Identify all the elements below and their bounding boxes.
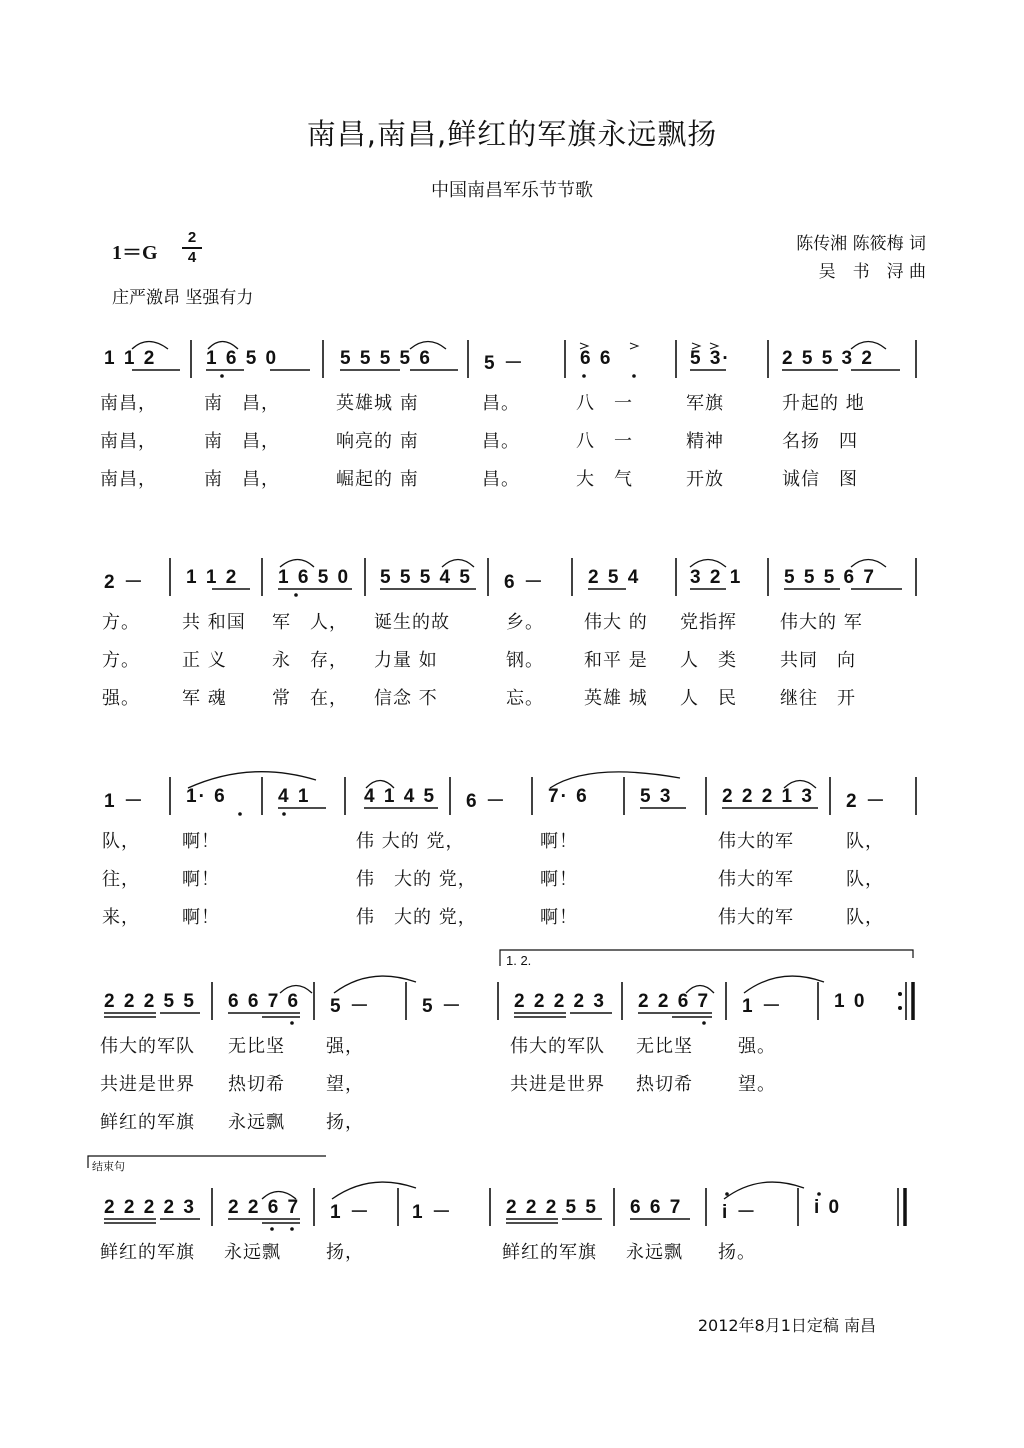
lyric: 人 类 [680, 650, 737, 671]
lyric: 南昌， [100, 431, 157, 452]
lyric: 无比坚 [228, 1036, 285, 1057]
lyric: 党指挥 [680, 612, 737, 633]
lyric: 热切希 [228, 1074, 285, 1095]
lyric: 望。 [738, 1074, 776, 1095]
measure: 5 5 5 6 7 [784, 567, 876, 588]
lyric: 忘。 [506, 688, 544, 709]
measure: 1 － [104, 791, 145, 812]
measure: 2 5 4 [588, 567, 641, 588]
measure: 1· 6 [186, 786, 227, 807]
measure: 2 2 2 2 3 [514, 991, 606, 1012]
lyric: 啊！ [182, 869, 220, 890]
measure: 6 － [504, 572, 545, 593]
lyric: 南昌， [100, 393, 157, 414]
lyric: 伟大的 军 [780, 612, 863, 633]
lyric: 伟 大的 党， [356, 907, 477, 928]
lyric: 永远飘 [626, 1242, 683, 1263]
measure: 2 2 6 7 [638, 991, 711, 1012]
lyric: 鲜红的军旗 [502, 1242, 597, 1263]
lyric: 强， [326, 1036, 364, 1057]
barlines [170, 340, 916, 1226]
lyric: 继往 开 [780, 688, 856, 709]
lyric: 昌。 [482, 469, 520, 490]
measure: 1 6 5 0 [206, 348, 279, 369]
lyric: 扬， [326, 1112, 364, 1133]
lyric: 南昌， [100, 469, 157, 490]
lyric: 扬， [326, 1242, 364, 1263]
measure: 2 2 2 5 5 [104, 991, 196, 1012]
measure: 5 － [330, 996, 371, 1017]
lyric: 军 魂 [182, 688, 227, 709]
tempo-marking: 庄严激昂 坚强有力 [112, 288, 254, 308]
composer-credit: 吴 书 浔 曲 [818, 262, 926, 282]
measure: 2 2 2 2 3 [104, 1197, 196, 1218]
lyric: 伟 大的 党， [356, 869, 477, 890]
lyric: 昌。 [482, 431, 520, 452]
lyric: 军 人， [272, 612, 348, 633]
lyric: 方。 [102, 650, 140, 671]
lyric: 开放 [686, 469, 724, 490]
measure: 5 5 5 5 6 [340, 348, 432, 369]
measure: 6 6 7 [630, 1197, 683, 1218]
lyric: 英雄 城 [584, 688, 648, 709]
measure: 1 1 2 [104, 348, 157, 369]
note-underlines [104, 370, 902, 1223]
lyric: 大 气 [576, 469, 633, 490]
lyric: 八 一 [576, 393, 633, 414]
lyric: 队， [846, 907, 884, 928]
lyric: 队， [102, 831, 140, 852]
lyric: 热切希 [636, 1074, 693, 1095]
lyric: 队， [846, 869, 884, 890]
lyric: 队， [846, 831, 884, 852]
measure: 7· 6 [548, 786, 589, 807]
song-title: 南昌,南昌,鲜红的军旗永远飘扬 [306, 117, 718, 151]
measure: i 0 [814, 1197, 842, 1218]
lyric: 伟大的军队 [100, 1036, 195, 1057]
lyric: 共同 向 [780, 650, 856, 671]
lyric: 伟大的军 [718, 907, 794, 928]
lyric: 正 义 [182, 650, 227, 671]
lyric: 乡。 [506, 612, 544, 633]
measure: 5 3· [690, 348, 731, 369]
measure: 2 2 2 5 5 [506, 1197, 598, 1218]
coda-label: 结束句 [92, 1160, 125, 1173]
lyric: 无比坚 [636, 1036, 693, 1057]
date-place: 2012年8月1日定稿 南昌 [697, 1316, 876, 1335]
lyric: 八 一 [576, 431, 633, 452]
lyric: 伟大的军 [718, 831, 794, 852]
ending-label: 1. 2. [506, 953, 532, 968]
lyric: 人 民 [680, 688, 737, 709]
lyric: 伟大 的 [584, 612, 648, 633]
lyric: 升起的 地 [782, 393, 865, 414]
measure: 6 6 7 6 [228, 991, 301, 1012]
measure: 4 1 [278, 786, 311, 807]
lyric: 力量 如 [374, 650, 438, 671]
lyric: 方。 [102, 612, 140, 633]
measure: 5 3 [640, 786, 673, 807]
lyric: 军旗 [686, 393, 724, 414]
measure: 1 － [330, 1202, 371, 1223]
repeat-dots [898, 992, 902, 1010]
lyric: 伟大的军 [718, 869, 794, 890]
measure: 4 1 4 5 [364, 786, 437, 807]
measure: 6 － [466, 791, 507, 812]
lyric: 崛起的 南 [336, 469, 419, 490]
song-subtitle: 中国南昌军乐节节歌 [431, 180, 593, 201]
measure: 1 0 [834, 991, 867, 1012]
accent-marks [580, 343, 718, 349]
lyric: 南 昌， [204, 469, 280, 490]
time-signature-top: 2 [187, 229, 197, 246]
lyric: 啊！ [182, 907, 220, 928]
lyric: 常 在， [272, 688, 348, 709]
lyric: 望， [326, 1074, 364, 1095]
lyric: 啊！ [182, 831, 220, 852]
measure: 2 2 2 1 3 [722, 786, 814, 807]
lyric: 强。 [738, 1036, 776, 1057]
lyric: 伟 大的 党， [356, 831, 465, 852]
measure: 1 1 2 [186, 567, 239, 588]
measure: 5 － [484, 353, 525, 374]
lyric: 钢。 [506, 650, 544, 671]
time-signature-bottom: 4 [187, 249, 197, 266]
measure: 1 6 5 0 [278, 567, 351, 588]
lyric: 永远飘 [228, 1112, 285, 1133]
slurs [132, 342, 886, 1200]
key-signature: 1＝G [112, 242, 158, 264]
lyric: 名扬 四 [782, 431, 858, 452]
lyric: 来， [102, 907, 140, 928]
lyric: 扬。 [718, 1242, 756, 1263]
measure: 1 － [742, 996, 783, 1017]
measure: 6 6 [580, 348, 613, 369]
lyric: 永远飘 [224, 1242, 281, 1263]
lyric: 伟大的军队 [510, 1036, 605, 1057]
measure: 5 － [422, 996, 463, 1017]
lyric: 和平 是 [584, 650, 648, 671]
lyric: 信念 不 [374, 688, 438, 709]
octave-dots [220, 374, 821, 1231]
measure: i － [722, 1202, 758, 1223]
lyric: 诚信 图 [782, 469, 858, 490]
lyric: 精神 [686, 431, 724, 452]
measure: 2 － [104, 572, 145, 593]
lyric: 强。 [102, 688, 140, 709]
lyric: 英雄城 南 [336, 393, 419, 414]
lyric: 共 和国 [182, 612, 246, 633]
lyric: 鲜红的军旗 [100, 1112, 195, 1133]
lyric: 诞生的故 [374, 612, 450, 633]
lyric: 啊！ [540, 907, 578, 928]
measure: 1 － [412, 1202, 453, 1223]
lyric: 啊！ [540, 869, 578, 890]
measure: 2 5 5 3 2 [782, 348, 874, 369]
lyric: 永 存， [272, 650, 348, 671]
lyric: 共进是世界 [510, 1074, 605, 1095]
lyric: 往， [102, 869, 140, 890]
measure: 3 2 1 [690, 567, 743, 588]
lyricist-credit: 陈传湘 陈筱梅 词 [796, 234, 926, 254]
measure: 2 － [846, 791, 887, 812]
lyric: 鲜红的军旗 [100, 1242, 195, 1263]
lyric: 共进是世界 [100, 1074, 195, 1095]
measure: 5 5 5 4 5 [380, 567, 472, 588]
lyric: 南 昌， [204, 431, 280, 452]
lyric: 南 昌， [204, 393, 280, 414]
lyric: 响亮的 南 [336, 431, 419, 452]
measure: 2 2 6 7 [228, 1197, 301, 1218]
lyric: 啊！ [540, 831, 578, 852]
lyric: 昌。 [482, 393, 520, 414]
